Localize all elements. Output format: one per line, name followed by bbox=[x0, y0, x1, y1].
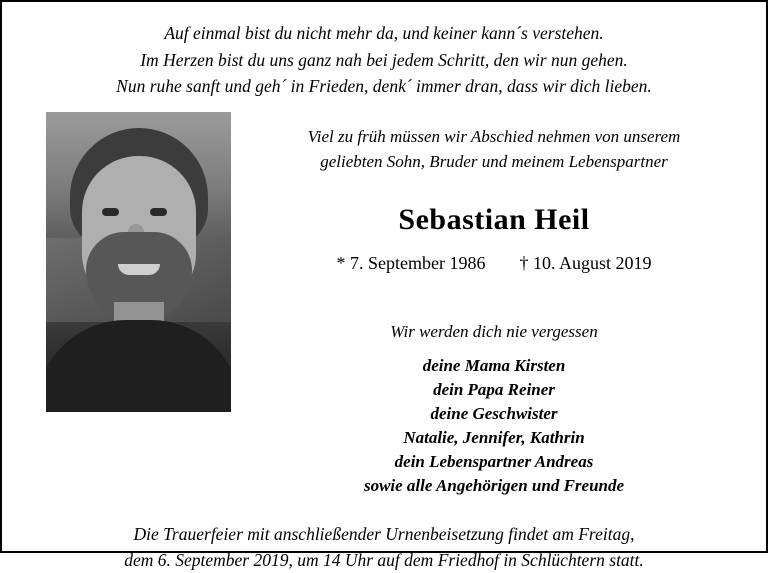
verse-line: Nun ruhe sanft und geh´ in Frieden, denk´ immer dran, dass wir dich lieben. bbox=[116, 76, 652, 97]
mourner-line: dein Papa Reiner bbox=[433, 379, 555, 399]
farewell-text: Wir werden dich nie vergessen bbox=[390, 321, 598, 341]
funeral-line: dem 6. September 2019, um 14 Uhr auf dem Friedhof in Schlüchtern statt. bbox=[124, 549, 644, 570]
intro-line: Viel zu früh müssen wir Abschied nehmen von unserem bbox=[307, 126, 681, 146]
memorial-verse bbox=[2, 2, 766, 100]
portrait-photo bbox=[46, 112, 231, 412]
mourners-list bbox=[252, 354, 736, 499]
funeral-details bbox=[2, 499, 766, 573]
verse-line: Im Herzen bist du uns ganz nah bei jedem Schritt, den wir nun gehen. bbox=[140, 49, 628, 70]
birth-date: * 7. September 1986 bbox=[336, 252, 486, 273]
portrait-eye-right bbox=[150, 208, 167, 216]
mourner-line: deine Mama Kirsten bbox=[422, 355, 566, 375]
portrait-column bbox=[2, 100, 252, 499]
mourner-line: deine Geschwister bbox=[430, 404, 558, 424]
mourner-line: sowie alle Angehörigen und Freunde bbox=[363, 476, 625, 496]
portrait-eye-left bbox=[102, 208, 119, 216]
text-column bbox=[252, 100, 766, 499]
mourner-line: Natalie, Jennifer, Kathrin bbox=[403, 428, 585, 448]
body-area bbox=[2, 100, 766, 499]
verse-line: Auf einmal bist du nicht mehr da, und keiner kann´s verstehen. bbox=[164, 23, 604, 43]
mourner-line: dein Lebenspartner Andreas bbox=[394, 452, 594, 472]
intro-line: geliebten Sohn, Bruder und meinem Lebenspartner bbox=[320, 152, 668, 172]
death-date: † 10. August 2019 bbox=[519, 252, 652, 273]
life-dates bbox=[252, 253, 736, 274]
portrait-mouth bbox=[118, 264, 160, 275]
funeral-line: Die Trauerfeier mit anschließender Urnenbeisetzung findet am Freitag, bbox=[133, 523, 635, 544]
deceased-name: Sebastian Heil bbox=[398, 202, 590, 236]
intro-text bbox=[252, 124, 736, 175]
